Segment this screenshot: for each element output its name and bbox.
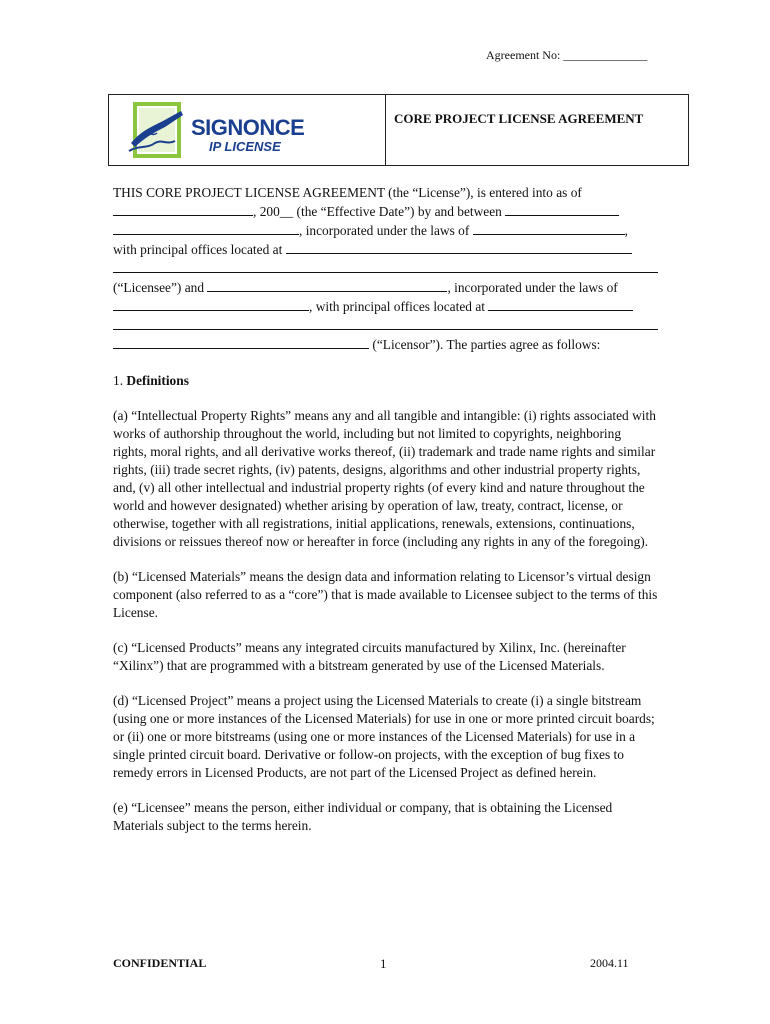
blank-licensor-name[interactable] <box>207 278 447 292</box>
blank-licensor-address[interactable] <box>488 297 633 311</box>
definition-e: (e) “Licensee” means the person, either individual or company, that is obtaining the Licensed Materials subject to the terms herein. <box>113 800 613 833</box>
document-body <box>113 184 658 835</box>
definition-b: (b) “Licensed Materials” means the design data and information relating to Licensor’s virtual design component (also referred to as a “core”) that is made available to Licensee subject to the terms of this License. <box>113 569 658 620</box>
header-box <box>108 94 689 166</box>
blank-licensee-address[interactable] <box>286 240 632 254</box>
page-number: 1 <box>380 956 387 971</box>
preamble-line-3: , incorporated under the laws of , <box>113 221 658 240</box>
preamble-line-9: (“Licensor”). The parties agree as follows: <box>113 335 658 354</box>
blank-licensor-address-cont[interactable] <box>113 316 658 330</box>
definition-a: (a) “Intellectual Property Rights” means any and all tangible and intangible: (i) rights associated with works of authorship throughout the world, including but not limited to copyrights, neighboring rights, moral rights, and all derivative works thereof, (ii) trademark and trade name rights and similar rights, (iii) trade secret rights, (iv) patents, designs, algorithms and other industrial property rights, and, (v) all other intellectual and industrial property rights (of every kind and nature throughout the world and however designated) whether arising by operation of law, treaty, contract, license, or otherwise, together with all registrations, initial applications, renewals, extensions, continuations, divisions or reissues thereof now or hereafter in force (including any rights in any of the foregoing). <box>113 408 656 549</box>
footer-confidential: CONFIDENTIAL <box>113 956 207 970</box>
blank-licensee-name-cont[interactable] <box>113 221 299 235</box>
blank-licensor-jurisdiction[interactable] <box>113 297 309 311</box>
preamble-line-1: THIS CORE PROJECT LICENSE AGREEMENT (the “License”), is entered into as of <box>113 185 582 200</box>
blank-licensee-name[interactable] <box>505 202 619 216</box>
blank-date[interactable] <box>113 202 253 216</box>
document-title: CORE PROJECT LICENSE AGREEMENT <box>394 111 644 126</box>
section-heading: 1. Definitions <box>113 373 189 388</box>
logo-cell <box>109 95 386 165</box>
agreement-number: Agreement No: ______________ <box>486 48 648 62</box>
signonce-logo-icon <box>123 101 193 161</box>
blank-licensor-address-end[interactable] <box>113 335 369 349</box>
logo-sub-text: IP LICENSE <box>209 139 281 154</box>
preamble <box>113 184 658 354</box>
definition-c: (c) “Licensed Products” means any integrated circuits manufactured by Xilinx, Inc. (hereinafter “Xilinx”) that are programmed with a bitstream generated by use of the Licensed Materials. <box>113 640 626 673</box>
preamble-line-6: (“Licensee”) and , incorporated under the laws of <box>113 280 618 295</box>
definition-d: (d) “Licensed Project” means a project using the Licensed Materials to create (i) a single bitstream (using one or more instances of the Licensed Materials) for use in one or more printed circuit boards; or (ii) one or more bitstreams (using one or more instances of the Licensed Materials) for use in a single printed circuit board. Derivative or follow-on projects, with the exception of bug fixes to remedy errors in Licensed Products, are not part of the Licensed Project as defined herein. <box>113 693 655 780</box>
footer-date: 2004.11 <box>590 956 629 970</box>
blank-licensee-address-cont[interactable] <box>113 259 658 273</box>
preamble-line-8 <box>113 316 658 335</box>
preamble-line-5 <box>113 259 658 278</box>
logo-brand-text: SIGNONCE <box>191 115 305 140</box>
preamble-line-7: , with principal offices located at <box>113 297 658 316</box>
preamble-line-2: , 200__ (the “Effective Date”) by and between <box>113 202 658 221</box>
preamble-line-4: with principal offices located at <box>113 240 658 259</box>
blank-licensee-jurisdiction[interactable] <box>473 221 625 235</box>
